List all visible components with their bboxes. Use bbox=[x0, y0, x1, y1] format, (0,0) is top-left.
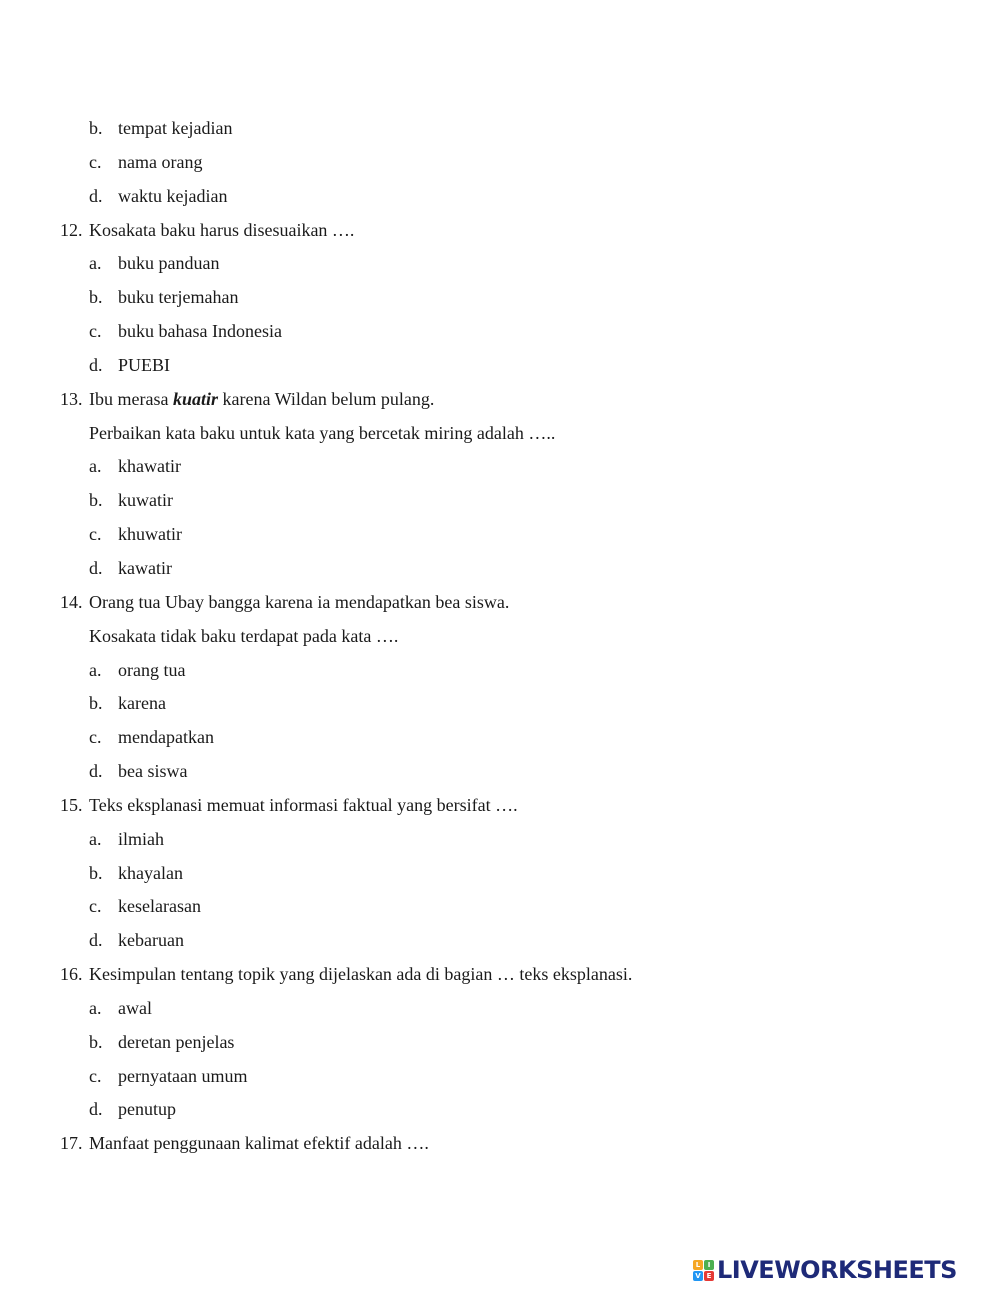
option-letter: c. bbox=[89, 727, 102, 748]
option-text: nama orang bbox=[118, 151, 203, 172]
option-text: PUEBI bbox=[118, 354, 171, 375]
option-text: awal bbox=[118, 997, 152, 1018]
option-letter: b. bbox=[89, 693, 103, 714]
answer-option bbox=[0, 315, 1000, 349]
option-letter: c. bbox=[89, 1065, 102, 1086]
question-text-after: karena Wildan belum pulang. bbox=[218, 388, 435, 409]
liveworksheets-logo bbox=[693, 1254, 957, 1286]
option-text: khawatir bbox=[118, 456, 181, 477]
logo-text: LIVEWORKSHEETS bbox=[717, 1256, 957, 1284]
question-number: 12. bbox=[60, 219, 83, 240]
emphasized-word: kuatir bbox=[172, 388, 218, 409]
answer-option bbox=[0, 146, 1000, 180]
option-text: ilmiah bbox=[118, 828, 164, 849]
answer-option bbox=[0, 857, 1000, 891]
option-text: keselarasan bbox=[118, 896, 201, 917]
question-item bbox=[0, 958, 1000, 992]
answer-option bbox=[0, 654, 1000, 688]
answer-option bbox=[0, 518, 1000, 552]
answer-option bbox=[0, 1060, 1000, 1094]
answer-option bbox=[0, 281, 1000, 315]
answer-option bbox=[0, 484, 1000, 518]
logo-mark-tile: L bbox=[693, 1260, 703, 1270]
question-text bbox=[89, 383, 434, 417]
question-text: Manfaat penggunaan kalimat efektif adalah …. bbox=[89, 1133, 429, 1154]
question-item bbox=[0, 214, 1000, 248]
question-item bbox=[0, 1127, 1000, 1161]
question-text: Kosakata baku harus disesuaikan …. bbox=[89, 219, 355, 240]
option-text: kawatir bbox=[118, 557, 172, 578]
answer-option bbox=[0, 755, 1000, 789]
option-text: pernyataan umum bbox=[118, 1065, 248, 1086]
answer-option bbox=[0, 1026, 1000, 1060]
logo-mark-icon bbox=[693, 1260, 714, 1281]
option-letter: a. bbox=[89, 456, 102, 477]
option-letter: d. bbox=[89, 354, 103, 375]
option-text: kuwatir bbox=[118, 490, 173, 511]
answer-option bbox=[0, 552, 1000, 586]
option-letter: d. bbox=[89, 761, 103, 782]
option-letter: b. bbox=[89, 862, 103, 883]
answer-option bbox=[0, 247, 1000, 281]
option-letter: d. bbox=[89, 185, 103, 206]
logo-mark-tile: E bbox=[704, 1271, 714, 1281]
option-letter: c. bbox=[89, 524, 102, 545]
instruction-text: Perbaikan kata baku untuk kata yang bercetak miring adalah ….. bbox=[89, 422, 556, 443]
option-letter: a. bbox=[89, 253, 102, 274]
option-letter: b. bbox=[89, 118, 103, 138]
option-text: buku panduan bbox=[118, 253, 220, 274]
question-text: Kesimpulan tentang topik yang dijelaskan ada di bagian … teks eksplanasi. bbox=[89, 964, 633, 985]
option-letter: a. bbox=[89, 659, 102, 680]
logo-mark-tile: V bbox=[693, 1271, 703, 1281]
answer-option bbox=[0, 180, 1000, 214]
logo-mark-tile: I bbox=[704, 1260, 714, 1270]
option-text: buku terjemahan bbox=[118, 287, 239, 308]
answer-option bbox=[0, 349, 1000, 383]
option-letter: c. bbox=[89, 321, 102, 342]
option-text: buku bahasa Indonesia bbox=[118, 321, 282, 342]
answer-option bbox=[0, 450, 1000, 484]
answer-option bbox=[0, 992, 1000, 1026]
answer-option bbox=[0, 1093, 1000, 1127]
option-letter: a. bbox=[89, 997, 102, 1018]
instruction-text: Kosakata tidak baku terdapat pada kata …. bbox=[89, 625, 399, 646]
question-text: Teks eksplanasi memuat informasi faktual yang bersifat …. bbox=[89, 794, 518, 815]
worksheet-content bbox=[0, 112, 1000, 1161]
option-text: tempat kejadian bbox=[118, 118, 233, 138]
question-number: 17. bbox=[60, 1133, 83, 1154]
question-number: 16. bbox=[60, 964, 83, 985]
question-item bbox=[0, 789, 1000, 823]
option-letter: a. bbox=[89, 828, 102, 849]
question-instruction bbox=[0, 620, 1000, 654]
option-text: orang tua bbox=[118, 659, 186, 680]
option-letter: c. bbox=[89, 151, 102, 172]
question-instruction bbox=[0, 417, 1000, 451]
question-text-before: Ibu merasa bbox=[89, 388, 173, 409]
question-item bbox=[0, 586, 1000, 620]
answer-option bbox=[0, 112, 1000, 146]
option-text: khayalan bbox=[118, 862, 183, 883]
answer-option bbox=[0, 721, 1000, 755]
option-text: khuwatir bbox=[118, 524, 182, 545]
answer-option bbox=[0, 687, 1000, 721]
option-letter: d. bbox=[89, 930, 103, 951]
option-letter: d. bbox=[89, 557, 103, 578]
question-number: 15. bbox=[60, 794, 83, 815]
question-number: 14. bbox=[60, 591, 83, 612]
option-text: waktu kejadian bbox=[118, 185, 228, 206]
option-text: penutup bbox=[118, 1099, 176, 1120]
answer-option bbox=[0, 890, 1000, 924]
answer-option bbox=[0, 823, 1000, 857]
question-number: 13. bbox=[60, 388, 83, 409]
option-letter: b. bbox=[89, 1031, 103, 1052]
question-text: Orang tua Ubay bangga karena ia mendapatkan bea siswa. bbox=[89, 591, 510, 612]
option-letter: c. bbox=[89, 896, 102, 917]
option-text: kebaruan bbox=[118, 930, 184, 951]
option-text: mendapatkan bbox=[118, 727, 214, 748]
option-text: bea siswa bbox=[118, 761, 188, 782]
option-letter: b. bbox=[89, 287, 103, 308]
question-item bbox=[0, 383, 1000, 417]
option-letter: d. bbox=[89, 1099, 103, 1120]
answer-option bbox=[0, 924, 1000, 958]
option-text: deretan penjelas bbox=[118, 1031, 235, 1052]
option-text: karena bbox=[118, 693, 166, 714]
option-letter: b. bbox=[89, 490, 103, 511]
